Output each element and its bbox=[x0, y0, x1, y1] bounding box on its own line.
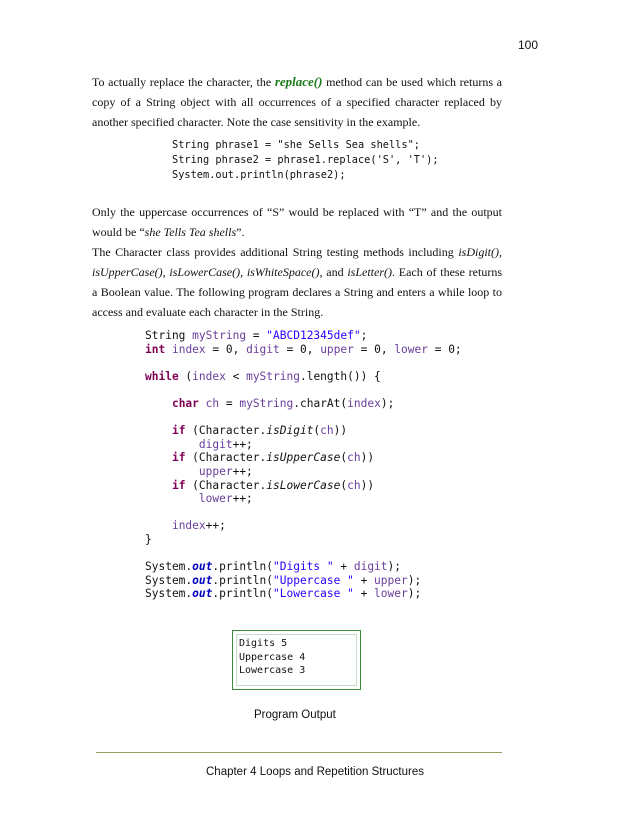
code-token: index bbox=[171, 519, 206, 533]
code-token: isLowerCase bbox=[266, 478, 341, 492]
code-line: String phrase2 = phrase1.replace('S', 'T'); bbox=[172, 154, 439, 166]
page-number: 100 bbox=[517, 38, 538, 52]
code-token: "Digits " bbox=[273, 560, 334, 574]
code-token: lower bbox=[374, 587, 408, 601]
code-text: String phrase1 = bbox=[172, 139, 278, 151]
code-token: ch bbox=[320, 424, 334, 438]
code-listing-character-test: String myString = "ABCD12345def"; int index = 0, digit = 0, upper = 0, lower = 0; while (index < myString.length()) { char ch = myString.charAt(index); if (Character.isDigit(ch)) digit++; if (Character.isUpperCase(ch)) upper++; if (Character.isLowerCase(ch)) lower++; index++; } System.out.println("Digits " + digit); System.out.println("Uppercase " + upper); System.out.println("Lowercase " + lower); bbox=[145, 329, 462, 601]
code-token: int bbox=[145, 342, 166, 356]
code-token: index bbox=[171, 342, 206, 356]
code-token: char bbox=[171, 396, 199, 410]
code-token: ch bbox=[347, 451, 361, 465]
method-list: isDigit(), isUpperCase(), isLowerCase(), isWhiteSpace(), bbox=[92, 245, 502, 279]
text: and bbox=[322, 265, 348, 279]
replace-method-name: replace() bbox=[274, 74, 323, 89]
code-text: ; bbox=[413, 139, 420, 151]
code-token: if bbox=[171, 478, 186, 492]
code-token: "Lowercase " bbox=[273, 587, 354, 601]
code-string: "she Sells Sea shells" bbox=[277, 139, 414, 151]
code-token: digit bbox=[198, 437, 233, 451]
code-token: upper bbox=[320, 342, 354, 356]
paragraph-replace bbox=[92, 72, 502, 132]
text: Only the uppercase occurrences of “S” would be replaced with “T” and the output would be “ bbox=[92, 205, 502, 239]
code-token: lower bbox=[198, 492, 233, 506]
code-token: isUpperCase bbox=[266, 451, 341, 465]
text: . Each of these returns a Boolean value. The following program declares a String and enters a while loop to access and evaluate each character in the String. bbox=[92, 265, 502, 319]
code-token: while bbox=[145, 369, 179, 383]
code-token: String bbox=[145, 329, 186, 342]
text: ”. bbox=[236, 225, 245, 239]
code-token: myString bbox=[192, 329, 247, 342]
code-token: index bbox=[192, 369, 226, 383]
code-token: index bbox=[347, 396, 381, 410]
code-token: digit bbox=[246, 342, 280, 356]
code-token: myString bbox=[239, 396, 294, 410]
code-token: myString bbox=[246, 369, 300, 383]
paragraph-output-note bbox=[92, 202, 502, 242]
code-token: digit bbox=[353, 560, 388, 574]
code-token: ch bbox=[347, 478, 361, 492]
code-token: out bbox=[192, 587, 213, 601]
program-output-box bbox=[232, 630, 361, 690]
code-token: if bbox=[171, 424, 186, 438]
code-line: System.out.println(phrase2); bbox=[172, 169, 346, 181]
code-token: isDigit bbox=[266, 424, 314, 438]
footer-divider bbox=[96, 752, 502, 753]
paragraph-character-class bbox=[92, 242, 502, 322]
code-token: lower bbox=[394, 342, 428, 356]
chapter-footer: Chapter 4 Loops and Repetition Structures bbox=[206, 766, 424, 778]
output-caption: Program Output bbox=[254, 709, 336, 721]
italic-output: she Tells Tea shells bbox=[144, 225, 237, 239]
code-token: "ABCD12345def" bbox=[266, 329, 361, 342]
code-token: if bbox=[171, 451, 186, 465]
code-token: out bbox=[192, 573, 213, 587]
text: To actually replace the character, the bbox=[92, 75, 275, 89]
program-output-text: Digits 5 Uppercase 4 Lowercase 3 bbox=[239, 638, 306, 676]
text: The Character class provides additional String testing methods including bbox=[92, 245, 459, 259]
code-token: out bbox=[192, 560, 213, 574]
method-name: isLetter() bbox=[347, 265, 392, 279]
text: method can be used which returns a copy of a String object with all occurrences of a specified character replaced by another specified character. Note the case sensitivity in the example. bbox=[92, 75, 502, 129]
code-token: "Uppercase " bbox=[273, 573, 354, 587]
code-snippet-replace bbox=[172, 138, 439, 183]
code-token: upper bbox=[198, 464, 233, 478]
code-token: ch bbox=[205, 396, 220, 410]
code-token: upper bbox=[374, 573, 408, 587]
